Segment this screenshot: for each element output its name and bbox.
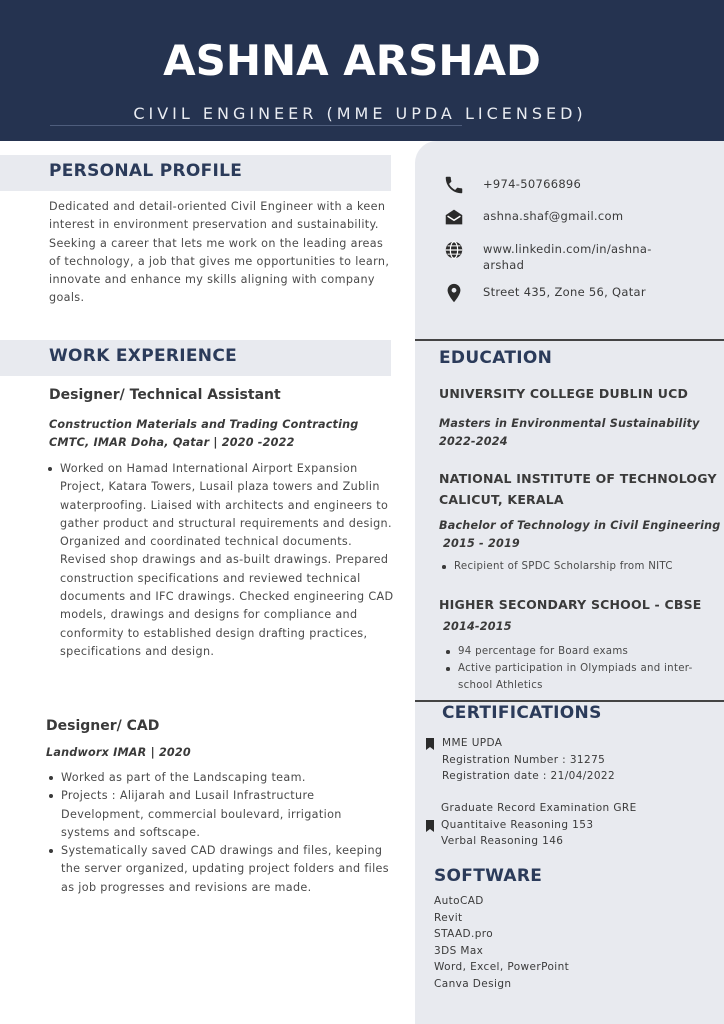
software-heading: SOFTWARE (434, 866, 543, 886)
list-item: Worked as part of the Landscaping team. (61, 769, 393, 787)
software-item: 3DS Max (434, 944, 484, 957)
certification-line: Graduate Record Examination GRE (441, 802, 637, 814)
job-org-line: Landworx IMAR | 2020 (46, 746, 191, 759)
degree-years: 2014-2015 (443, 620, 512, 633)
job-bullets (61, 769, 393, 897)
education-school: HIGHER SECONDARY SCHOOL - CBSE (439, 597, 702, 612)
phone-icon (441, 174, 467, 196)
list-item: 94 percentage for Board exams (458, 643, 713, 660)
profile-heading: PERSONAL PROFILE (49, 161, 243, 181)
certification-item (442, 735, 712, 785)
education-school: UNIVERSITY COLLEGE DUBLIN UCD (439, 386, 689, 401)
job-title: Designer/ CAD (46, 718, 160, 734)
job-title: Designer/ Technical Assistant (49, 387, 281, 403)
education-bullets (458, 643, 713, 694)
linkedin-url[interactable]: www.linkedin.com/in/ashna-arshad (483, 242, 652, 272)
subtitle-divider (50, 125, 462, 126)
bookmark-icon (426, 820, 434, 832)
bookmark-icon (426, 738, 434, 750)
certification-line: MME UPDA (442, 737, 503, 749)
envelope-icon (441, 206, 467, 228)
education-degree (439, 415, 724, 452)
certification-line: Quantitaive Reasoning 153 (441, 818, 594, 831)
software-item: STAAD.pro (434, 928, 494, 940)
job-bullets (60, 460, 398, 661)
education-bullets (454, 558, 714, 575)
list-item: Projects : Alijarah and Lusail Infrastructure Development, commercial boulevard, irrigation systems and softscape. (61, 787, 393, 842)
degree-name: Masters in Environmental Sustainability (439, 417, 700, 430)
profile-text: Dedicated and detail-oriented Civil Engineer with a keen interest in environment preservation and sustainability. Seeking a career that lets me work on the leading areas of technology, a job that gives me opportunities to learn, innovate and enhance my skills aligning with company goals. (49, 200, 390, 305)
right-column-panel (415, 141, 724, 1024)
list-item: Worked on Hamad International Airport Expansion Project, Katara Towers, Lusail plaza towers and Zublin waterproofing. Liaised with architects and engineers to gather product and structural requirements and design. Organized and coordinated technical documents. Revised shop drawings and as-built drawings. Prepared construction specifications and reviewed technical documents and IFC drawings. Checked engineering CAD models, drawings and designs for compliance and conformity to established design drafting practices, specifications and design. (60, 460, 398, 661)
job-org-line: CMTC, IMAR Doha, Qatar | 2020 -2022 (49, 436, 295, 450)
certifications-divider (415, 700, 724, 702)
job-org (49, 416, 399, 453)
person-name: ASHNA ARSHAD (163, 36, 541, 85)
software-item: Revit (434, 911, 463, 924)
software-list (434, 893, 704, 992)
email-address[interactable]: ashna.shaf@gmail.com (483, 209, 624, 223)
degree-name: Bachelor of Technology in Civil Engineering (439, 519, 721, 532)
certification-line: Verbal Reasoning 146 (441, 835, 564, 847)
education-school: NATIONAL INSTITUTE OF TECHNOLOGY CALICUT, KERALA (439, 471, 717, 507)
job-subtitle: CIVIL ENGINEER (MME UPDA LICENSED) (133, 104, 587, 123)
list-item: Active participation in Olympiads and inter-school Athletics (458, 660, 713, 694)
education-degree (439, 517, 724, 554)
address-text: Street 435, Zone 56, Qatar (483, 285, 646, 299)
software-item: Word, Excel, PowerPoint (434, 961, 570, 973)
software-item: Canva Design (434, 977, 512, 990)
list-item: Recipient of SPDC Scholarship from NITC (454, 558, 714, 575)
work-heading: WORK EXPERIENCE (49, 346, 238, 366)
list-item: Systematically saved CAD drawings and files, keeping the server organized, updating project folders and files as job progresses and revisions are made. (61, 842, 393, 897)
software-item: AutoCAD (434, 895, 484, 907)
certification-item (441, 800, 711, 850)
education-divider (415, 339, 724, 341)
job-org (46, 744, 396, 762)
education-heading: EDUCATION (439, 348, 553, 368)
job-org-line: Construction Materials and Trading Contracting (49, 418, 359, 431)
phone-number[interactable]: +974-50766896 (483, 177, 582, 191)
degree-years: 2015 - 2019 (443, 537, 520, 551)
certifications-heading: CERTIFICATIONS (442, 703, 602, 723)
certification-line: Registration Number : 31275 (442, 753, 606, 766)
certification-line: Registration date : 21/04/2022 (442, 770, 616, 782)
degree-years: 2022-2024 (439, 435, 508, 449)
location-pin-icon (441, 282, 467, 304)
globe-icon (441, 239, 467, 261)
